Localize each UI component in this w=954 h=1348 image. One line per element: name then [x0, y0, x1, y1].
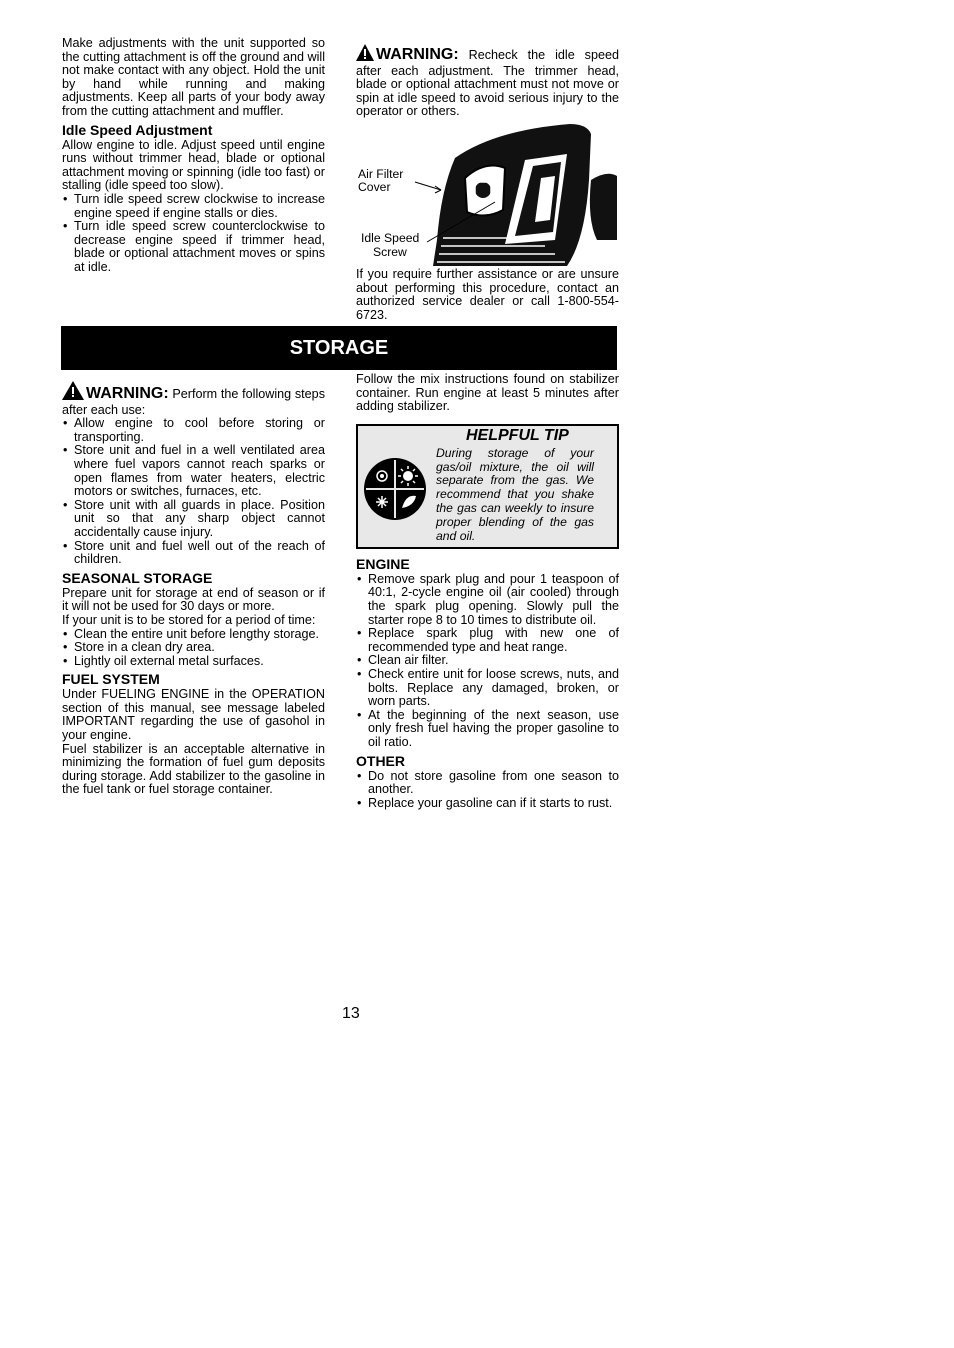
- list-item: • At the beginning of the next season, use only fresh fuel having the proper gasoline to oil ratio.: [356, 709, 619, 750]
- list-item: • Store unit and fuel in a well ventilated area where fuel vapors cannot reach sparks or open flames from water heaters, electric motors or switches, furnaces, etc.: [62, 444, 325, 498]
- left-top-column: [62, 37, 325, 275]
- list-item: • Clean the entire unit before lengthy storage.: [62, 628, 325, 642]
- list-item: • Turn idle speed screw counterclockwise to decrease engine speed if trimmer head, blade or optional attachment moves or spins at idle.: [62, 220, 325, 274]
- assistance-block: [356, 268, 619, 322]
- warning-label: WARNING:: [376, 46, 459, 63]
- list-item: • Do not store gasoline from one season to another.: [356, 770, 619, 797]
- list-item: • Store unit with all guards in place. Position unit so that any sharp object cannot accidentally cause injury.: [62, 499, 325, 540]
- seasonal-storage-heading: SEASONAL STORAGE: [62, 569, 213, 586]
- idle-speed-paragraph: Allow engine to idle. Adjust speed until engine runs without trimmer head, blade or optional attachment moving or spinning (idle too fast) or stalling (idle speed too slow).: [62, 137, 325, 193]
- warning-text: Recheck the idle speed after each adjustment. The trimmer head, blade or optional attachment must not move or spin at idle speed to avoid serious injury to the operator or others.: [356, 48, 620, 119]
- fuel-paragraph-2: Fuel stabilizer is an acceptable alternative in minimizing the formation of fuel gum deposits during storage. Add stabilizer to the gasoline in the fuel tank or fuel storage container.: [62, 741, 325, 797]
- page-number: 13: [342, 1005, 360, 1022]
- idle-speed-heading: Idle Speed Adjustment: [62, 121, 213, 138]
- list-item: • Replace spark plug with new one of recommended type and heat range.: [356, 627, 619, 654]
- storage-banner: STORAGE: [61, 326, 617, 370]
- idle-speed-list: [62, 193, 325, 275]
- list-item: • Store in a clean dry area.: [62, 641, 325, 655]
- right-bottom-column: [356, 373, 619, 810]
- engine-heading: ENGINE: [356, 555, 410, 572]
- other-list: [356, 770, 619, 811]
- other-heading: OTHER: [356, 752, 405, 769]
- seasonal-paragraph-2: If your unit is to be stored for a period of time:: [62, 612, 316, 627]
- left-bottom-column: [62, 381, 325, 797]
- list-item: • Store unit and fuel well out of the reach of children.: [62, 540, 325, 567]
- list-item: • Clean air filter.: [356, 654, 619, 668]
- list-item: • Check entire unit for loose screws, nuts, and bolts. Replace any damaged, broken, or worn parts.: [356, 668, 619, 709]
- warning-text: Perform the following steps after each use:: [62, 387, 325, 417]
- idle-speed-label-line1: Idle Speed: [361, 231, 420, 245]
- fuel-system-heading: FUEL SYSTEM: [62, 671, 160, 688]
- storage-warning-list: [62, 417, 325, 567]
- engine-list: [356, 573, 619, 750]
- air-filter-cover-label: Air Filter Cover: [358, 167, 404, 194]
- right-top-column: [356, 44, 619, 119]
- fuel-paragraph-1: Under FUELING ENGINE in the OPERATION section of this manual, see message labeled IMPORTANT regarding the use of gasohol in your engine.: [62, 687, 325, 743]
- seasonal-paragraph-1: Prepare unit for storage at end of season or if it will not be used for 30 days or more.: [62, 585, 325, 614]
- list-item: • Turn idle speed screw clockwise to increase engine speed if engine stalls or dies.: [62, 193, 325, 220]
- helpful-tip-box: [356, 424, 619, 549]
- carburetor-figure: [355, 120, 619, 266]
- list-item: • Replace your gasoline can if it starts to rust.: [356, 797, 619, 811]
- warning-triangle-icon: [62, 381, 84, 404]
- helpful-tip-title: HELPFUL TIP: [466, 426, 569, 444]
- idle-speed-label-line2: Screw: [373, 245, 407, 259]
- warning-label: WARNING:: [86, 385, 169, 402]
- mix-paragraph: Follow the mix instructions found on stabilizer container. Run engine at least 5 minutes after adding stabilizer.: [356, 372, 619, 414]
- assistance-paragraph: If you require further assistance or are unsure about performing this procedure, contact an authorized service dealer or call 1-800-554-6723.: [356, 267, 619, 322]
- four-seasons-icon: [362, 456, 428, 526]
- warning-block: [356, 44, 619, 119]
- seasonal-list: [62, 628, 325, 669]
- intro-paragraph: Make adjustments with the unit supported so the cutting attachment is off the ground and will not make contact with any object. Hold the unit by hand while running and making adjustments. Keep all parts of your body away from the cutting attachment and muffler.: [62, 36, 325, 118]
- list-item: • Remove spark plug and pour 1 teaspoon of 40:1, 2-cycle engine oil (air cooled) through the spark plug opening. Slowly pull the starter rope 8 to 10 times to distribute oil.: [356, 573, 619, 627]
- list-item: • Lightly oil external metal surfaces.: [62, 655, 325, 669]
- list-item: • Allow engine to cool before storing or transporting.: [62, 417, 325, 444]
- helpful-tip-text: During storage of your gas/oil mixture, the oil will separate from the gas. We recommend that you shake the gas can weekly to insure proper blending of the gas and oil.: [436, 445, 594, 543]
- storage-warning-block: [62, 381, 325, 417]
- warning-triangle-icon: [356, 44, 374, 65]
